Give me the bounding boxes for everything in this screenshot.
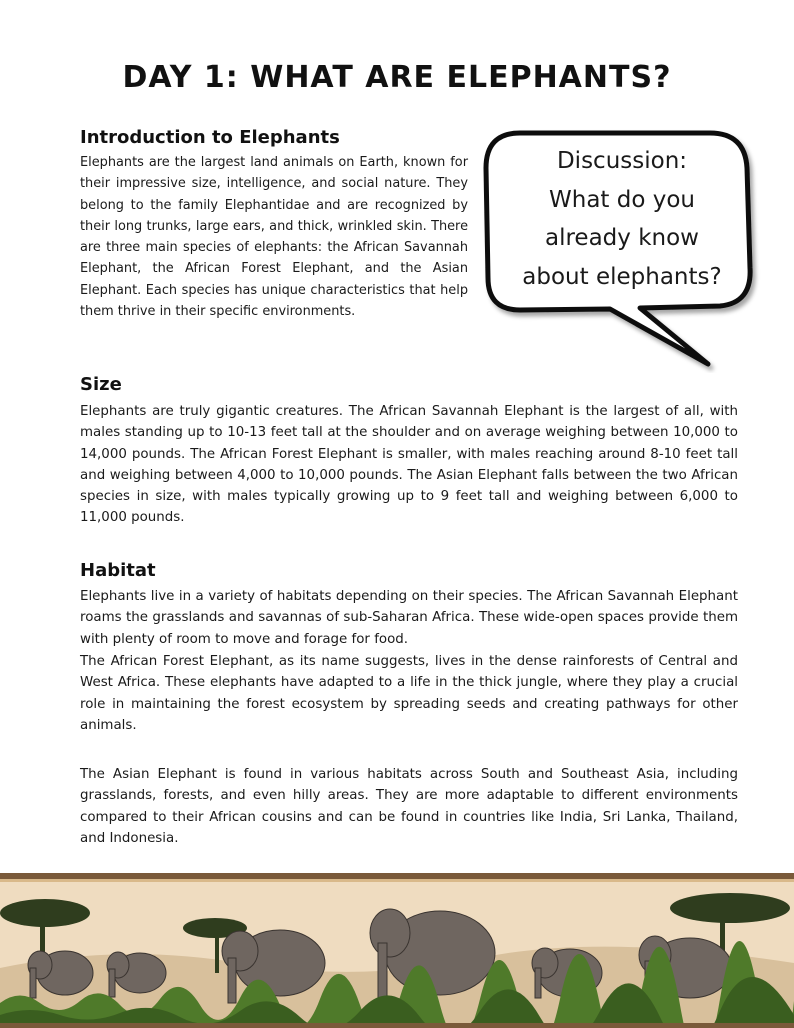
size-paragraph: Elephants are truly gigantic creatures. The African Savannah Elephant is the largest of all, with males standing up to 10-13 feet tall at the shoulder and on average weighing between 10,000 to 14,000 pounds. The African Forest Elephant is smaller, with males reaching around 8-10 feet tall and weighing between 4,000 to 10,000 pounds. The Asian Elephant falls between the two African species in size, with males typically growing up to 9 feet tall and weighing between 6,000 to 11,000 pounds. [80, 404, 738, 526]
elephant-herd-illustration [0, 873, 794, 1028]
page-title: DAY 1: WHAT ARE ELEPHANTS? [122, 60, 672, 95]
discussion-line: Discussion: [556, 148, 688, 174]
habitat-paragraph: Elephants live in a variety of habitats depending on their species. The African Savannah Elephant roams the grasslands and savannas of sub-Saharan Africa. These wide-open spaces provide them with plenty of room to move and forage for food. [80, 589, 738, 647]
habitat-paragraph: The African Forest Elephant, as its name suggests, lives in the dense rainforests of Central and West Africa. These elephants have adapted to a life in the thick jungle, where they play a crucial role in maintaining the forest ecosystem by spreading seeds and creating pathways for other animals. [80, 654, 738, 733]
discussion-line: about elephants? [522, 263, 722, 290]
habitat-paragraph: The Asian Elephant is found in various habitats across South and Southeast Asia, including grasslands, forests, and even hilly areas. They are more adaptable to different environments compared to their African cousins and can be found in countries like India, Sri Lanka, Thailand, and Indonesia. [80, 767, 738, 846]
discussion-line: What do you [549, 186, 695, 213]
section-heading-intro: Introduction to Elephants [80, 127, 340, 148]
intro-paragraph: Elephants are the largest land animals on Earth, known for their impressive size, intelligence, and social nature. They belong to the family Elephantidae and are recognized by their long trunks, large ears, and thick, wrinkled skin. There are three main species of elephants: the African Savannah Elephant, the African Forest Elephant, and the Asian Elephant. Each species has unique characteristics that help them thrive in their specific environments. [80, 155, 468, 320]
discussion-prompt [500, 142, 744, 296]
section-heading-habitat: Habitat [80, 560, 156, 581]
discussion-line: already know [545, 225, 699, 251]
section-heading-size: Size [80, 374, 122, 395]
